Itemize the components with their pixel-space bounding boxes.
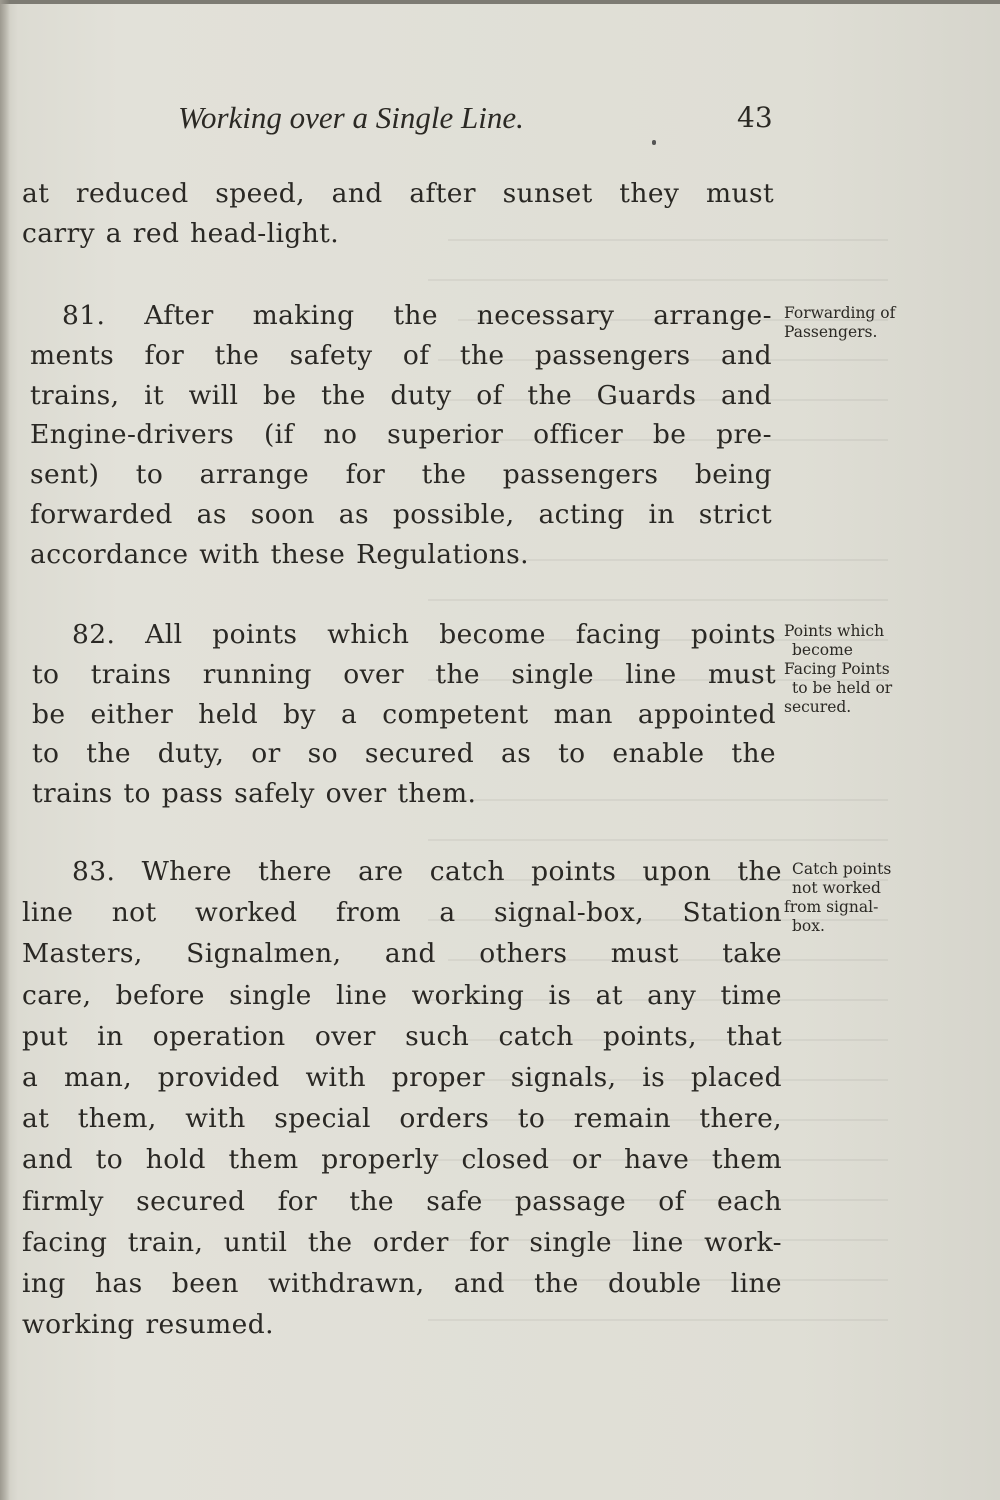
page-gutter-shadow bbox=[0, 0, 10, 1500]
text-line: firmly secured for the safe passage of each bbox=[22, 1185, 782, 1217]
text-line: facing train, until the order for single line work- bbox=[22, 1226, 782, 1258]
ink-speck bbox=[652, 140, 656, 145]
side-note-line: to be held or bbox=[792, 679, 893, 697]
text-line: trains, it will be the duty of the Guards and bbox=[30, 379, 772, 411]
text-line: carry a red head-light. bbox=[22, 217, 340, 249]
side-note-line: not worked bbox=[792, 879, 881, 897]
text-line: at them, with special orders to remain there, bbox=[22, 1103, 782, 1135]
side-note-line: become bbox=[792, 641, 853, 659]
text-line: care, before single line working is at any time bbox=[22, 979, 782, 1011]
text-line: to the duty, or so secured as to enable the bbox=[32, 738, 776, 770]
side-note-line: Catch points bbox=[792, 860, 892, 878]
side-note-facing-points bbox=[784, 622, 954, 717]
side-note-line: secured. bbox=[784, 698, 852, 716]
text-line: ing has been withdrawn, and the double line bbox=[22, 1268, 782, 1300]
text-line: to trains running over the single line must bbox=[32, 658, 776, 690]
paragraph-82 bbox=[32, 615, 776, 814]
side-note-line: Points which bbox=[784, 622, 885, 640]
page-top-edge bbox=[0, 0, 1000, 4]
running-header bbox=[0, 96, 1000, 146]
side-note-line: Forwarding of bbox=[784, 304, 896, 322]
text-line: Masters, Signalmen, and others must take bbox=[22, 938, 782, 970]
text-line: Engine-drivers (if no superior officer be pre- bbox=[30, 419, 772, 451]
running-title: Working over a Single Line. bbox=[178, 100, 524, 135]
side-note-line: from signal- bbox=[784, 898, 879, 916]
text-line: trains to pass safely over them. bbox=[32, 778, 477, 810]
text-line: at reduced speed, and after sunset they must bbox=[22, 178, 774, 209]
side-note-line: Passengers. bbox=[784, 323, 878, 341]
text-line: 82. All points which become facing points bbox=[72, 619, 776, 650]
text-line: ments for the safety of the passengers and bbox=[30, 339, 772, 371]
text-line: put in operation over such catch points, that bbox=[22, 1020, 782, 1052]
text-line: sent) to arrange for the passengers being bbox=[30, 459, 772, 491]
text-line: be either held by a competent man appointed bbox=[32, 698, 776, 730]
paragraph-83 bbox=[22, 851, 782, 1345]
paragraph-81 bbox=[30, 296, 772, 575]
text-line: and to hold them properly closed or have them bbox=[22, 1144, 782, 1176]
side-note-catch-points bbox=[784, 860, 954, 936]
paragraph-continuation bbox=[22, 174, 774, 254]
side-note-line: Facing Points bbox=[784, 660, 890, 678]
text-line: 83. Where there are catch points upon the bbox=[72, 856, 782, 887]
side-note-forwarding-of-passengers bbox=[784, 304, 954, 342]
text-line: a man, provided with proper signals, is placed bbox=[22, 1062, 782, 1094]
text-line: working resumed. bbox=[22, 1309, 274, 1341]
text-line: line not worked from a signal-box, Station bbox=[22, 897, 782, 929]
page-number: 43 bbox=[737, 101, 773, 134]
text-line: accordance with these Regulations. bbox=[30, 538, 529, 570]
text-line: 81. After making the necessary arrange- bbox=[62, 300, 772, 331]
side-note-line: box. bbox=[792, 917, 825, 935]
text-line: forwarded as soon as possible, acting in strict bbox=[30, 498, 772, 530]
